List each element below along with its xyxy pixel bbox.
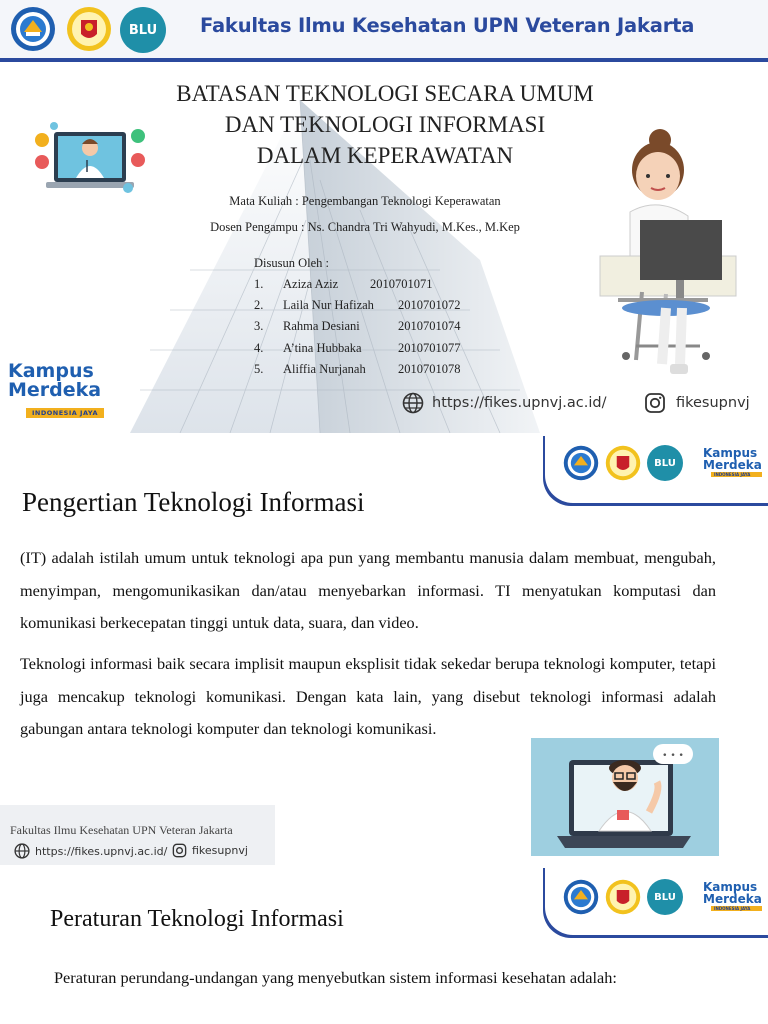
kampus-line-2: Merdeka xyxy=(703,458,762,472)
instagram-link[interactable] xyxy=(172,843,248,858)
blu-logo: BLU xyxy=(120,7,166,53)
author-number: 1. xyxy=(254,277,264,291)
kampus-line-3: INDONESIA JAYA xyxy=(711,906,762,911)
kampus-line-2: Merdeka xyxy=(703,892,762,906)
author-name: A’tina Hubbaka xyxy=(283,340,362,355)
author-name: Aliffia Nurjanah xyxy=(283,361,366,376)
authors-list xyxy=(254,253,514,380)
authors-header: Disusun Oleh : xyxy=(254,256,329,270)
cover-title-line-1: BATASAN TEKNOLOGI SECARA UMUM xyxy=(176,81,594,106)
globe-icon xyxy=(402,392,424,414)
telemedicine-illustration xyxy=(32,122,148,200)
author-nim: 2010701074 xyxy=(398,319,461,334)
instagram-handle: fikesupnvj xyxy=(676,395,750,411)
paragraph-1: Peraturan perundang-undangan yang menyebutkan sistem informasi kesehatan adalah: xyxy=(54,968,617,987)
author-row xyxy=(254,316,514,337)
kampus-line-3: INDONESIA JAYA xyxy=(711,472,762,477)
author-row xyxy=(254,359,514,380)
author-nim: 2010701077 xyxy=(398,340,461,355)
instagram-icon xyxy=(172,843,187,858)
kampus-merdeka-logo xyxy=(8,362,104,419)
doctor-laptop-illustration xyxy=(531,738,719,856)
blu-logo: BLU xyxy=(647,879,683,915)
instagram-link[interactable] xyxy=(644,392,750,414)
kampus-line-2: Merdeka xyxy=(8,379,102,401)
upn-logo xyxy=(605,879,641,915)
cover-title-line-2: DAN TEKNOLOGI INFORMASI xyxy=(224,112,546,137)
upn-logo xyxy=(66,6,112,52)
kampus-line-1: Kampus xyxy=(703,880,758,894)
kampus-line-1: Kampus xyxy=(703,446,758,460)
kampus-line-3: INDONESIA JAYA xyxy=(26,408,104,418)
footer-title: Fakultas Ilmu Kesehatan UPN Veteran Jakarta xyxy=(10,823,233,837)
faculty-title: Fakultas Ilmu Kesehatan UPN Veteran Jakarta xyxy=(200,14,695,37)
regulation-slide xyxy=(0,865,768,1024)
cover-slide xyxy=(0,0,768,433)
slide-heading: Pengertian Teknologi Informasi xyxy=(22,487,365,517)
author-number: 4. xyxy=(254,340,264,355)
author-nim: 2010701072 xyxy=(398,298,461,313)
website-link[interactable] xyxy=(14,843,167,859)
kemdikbud-logo xyxy=(563,445,599,481)
author-number: 3. xyxy=(254,319,264,334)
cover-title xyxy=(120,78,650,171)
website-url: https://fikes.upnvj.ac.id/ xyxy=(432,395,607,411)
definition-slide xyxy=(0,433,768,865)
paragraph-1: (IT) adalah istilah umum untuk teknologi apa pun yang membantu manusia dalam membuat, mengubah, menyimpan, mengomunikasikan dan/atau menyebarkan informasi. TI menyatukan komputasi dan komunikasi berkecepatan tinggi untuk data, suara, dan video. xyxy=(20,548,716,632)
author-row xyxy=(254,274,514,295)
kemdikbud-logo xyxy=(563,879,599,915)
kampus-line-1: Kampus xyxy=(8,360,94,382)
logo-badge xyxy=(545,865,768,935)
website-link[interactable] xyxy=(402,392,606,414)
footer-box xyxy=(0,805,275,865)
globe-icon xyxy=(14,843,30,859)
author-row xyxy=(254,338,514,359)
website-url: https://fikes.upnvj.ac.id/ xyxy=(35,844,168,858)
course-name: Mata Kuliah : Pengembangan Teknologi Keperawatan xyxy=(229,194,501,208)
lecturer-name: Dosen Pengampu : Ns. Chandra Tri Wahyudi, M.Kes., M.Kep xyxy=(210,220,520,234)
cover-title-line-3: DALAM KEPERAWATAN xyxy=(256,143,514,168)
author-name: Laila Nur Hafizah xyxy=(283,298,374,313)
blu-logo: BLU xyxy=(647,445,683,481)
paragraph-2: Teknologi informasi baik secara implisit maupun eksplisit tidak sekedar berupa teknologi komputer, tetapi juga mencakup teknologi komunikasi. Dengan kata lain, yang disebut teknologi informasi adalah gabungan antara teknologi komputer dan teknologi komunikasi. xyxy=(20,654,716,738)
author-number: 5. xyxy=(254,361,264,376)
author-nim: 2010701078 xyxy=(398,361,461,376)
woman-computer-illustration xyxy=(596,124,742,378)
instagram-icon xyxy=(644,392,666,414)
instagram-handle: fikesupnvj xyxy=(192,844,248,857)
upn-logo xyxy=(605,445,641,481)
chat-bubble-text: • • • xyxy=(662,751,684,761)
logo-badge xyxy=(545,433,768,503)
author-name: Rahma Desiani xyxy=(283,319,360,334)
author-number: 2. xyxy=(254,298,264,313)
slide-heading: Peraturan Teknologi Informasi xyxy=(50,906,344,932)
kampus-merdeka-logo xyxy=(703,881,762,911)
author-nim: 2010701071 xyxy=(370,277,433,291)
kemdikbud-logo xyxy=(10,6,56,52)
author-row xyxy=(254,295,514,316)
kampus-merdeka-logo xyxy=(703,447,762,477)
author-name: Aziza Aziz xyxy=(283,277,339,291)
